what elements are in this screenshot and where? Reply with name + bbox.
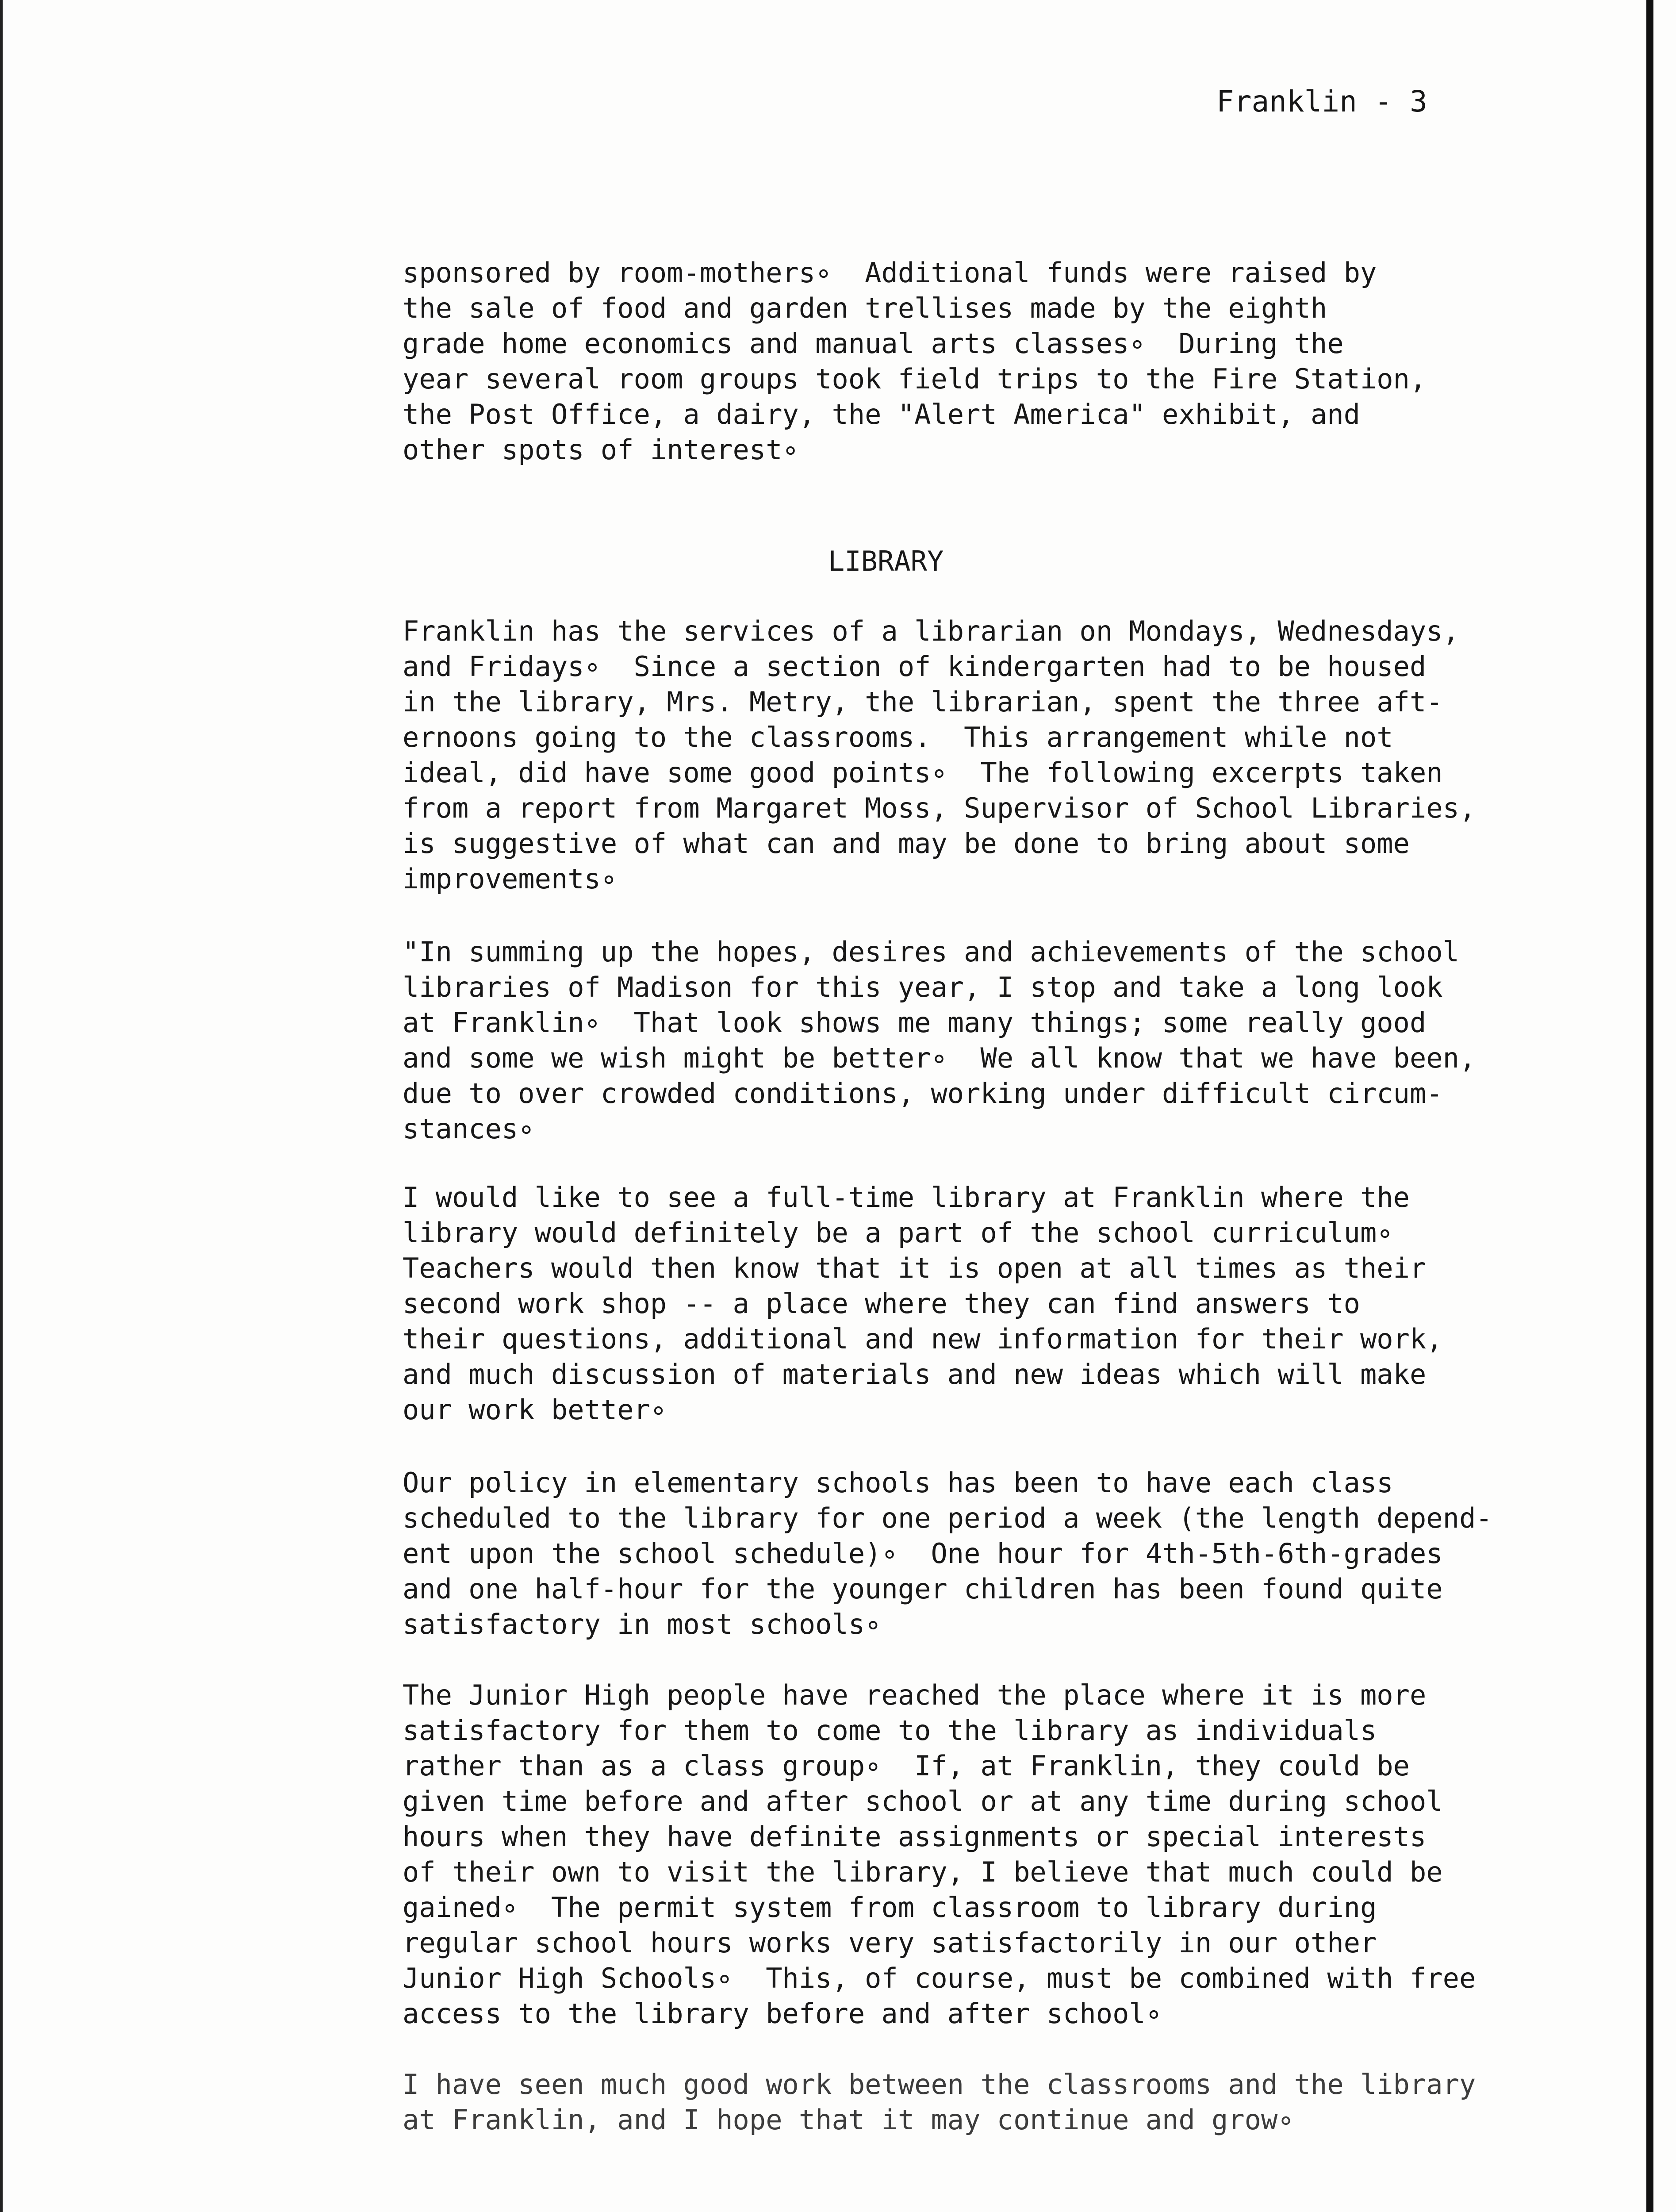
- text-line: The Junior High people have reached the place where it is more: [403, 1679, 1427, 1711]
- text-line: Teachers would then know that it is open at all times as their: [403, 1252, 1427, 1284]
- text-line: improvements∘: [403, 863, 617, 895]
- text-line: and much discussion of materials and new ideas which will make: [403, 1358, 1427, 1390]
- text-line: "In summing up the hopes, desires and achievements of the school: [403, 936, 1459, 968]
- text-line: and some we wish might be better∘ We all know that we have been,: [403, 1042, 1476, 1074]
- text-line: and one half-hour for the younger children has been found quite: [403, 1573, 1443, 1605]
- text-line: gained∘ The permit system from classroom to library during: [403, 1891, 1377, 1924]
- text-line: at Franklin, and I hope that it may continue and grow∘: [403, 2104, 1294, 2136]
- scan-edge-left: [0, 0, 3, 2212]
- text-line: library would definitely be a part of the school curriculum∘: [403, 1217, 1393, 1249]
- text-line: the Post Office, a dairy, the "Alert America" exhibit, and: [403, 398, 1360, 430]
- running-head: Franklin - 3: [1216, 84, 1427, 119]
- text-line: year several room groups took field trips to the Fire Station,: [403, 363, 1427, 395]
- text-line: second work shop -- a place where they can find answers to: [403, 1287, 1360, 1320]
- text-line: at Franklin∘ That look shows me many things; some really good: [403, 1006, 1427, 1039]
- text-line: rather than as a class group∘ If, at Franklin, they could be: [403, 1750, 1410, 1782]
- text-line: scheduled to the library for one period a week (the length depend-: [403, 1502, 1492, 1534]
- text-line: ernoons going to the classrooms. This arrangement while not: [403, 721, 1393, 753]
- text-line: access to the library before and after school∘: [403, 1997, 1162, 2030]
- text-line: I would like to see a full-time library at Franklin where the: [403, 1181, 1410, 1214]
- text-line: in the library, Mrs. Metry, the librarian, spent the three aft-: [403, 686, 1443, 718]
- text-line: libraries of Madison for this year, I stop and take a long look: [403, 971, 1443, 1003]
- text-line: the sale of food and garden trellises made by the eighth: [403, 292, 1327, 324]
- text-line: ideal, did have some good points∘ The following excerpts taken: [403, 757, 1443, 789]
- text-line: other spots of interest∘: [403, 434, 799, 466]
- text-line: given time before and after school or at any time during school: [403, 1785, 1443, 1817]
- text-line: stances∘: [403, 1113, 535, 1145]
- scan-edge-right: [1646, 0, 1653, 2212]
- text-line: regular school hours works very satisfactorily in our other: [403, 1927, 1377, 1959]
- text-line: Our policy in elementary schools has been to have each class: [403, 1467, 1393, 1499]
- text-line: Junior High Schools∘ This, of course, must be combined with free: [403, 1962, 1476, 1994]
- text-line: of their own to visit the library, I believe that much could be: [403, 1856, 1443, 1888]
- section-heading: LIBRARY: [828, 545, 944, 577]
- text-line: Franklin has the services of a librarian on Mondays, Wednesdays,: [403, 615, 1459, 647]
- text-line: ent upon the school schedule)∘ One hour for 4th-5th-6th-grades: [403, 1537, 1443, 1570]
- text-line: satisfactory in most schools∘: [403, 1608, 882, 1640]
- text-line: sponsored by room-mothers∘ Additional funds were raised by: [403, 257, 1377, 289]
- text-line: our work better∘: [403, 1394, 667, 1426]
- text-line: from a report from Margaret Moss, Supervisor of School Libraries,: [403, 792, 1476, 824]
- text-line: is suggestive of what can and may be done to bring about some: [403, 827, 1410, 860]
- text-line: I have seen much good work between the classrooms and the library: [403, 2068, 1476, 2101]
- text-line: satisfactory for them to come to the library as individuals: [403, 1714, 1377, 1747]
- text-line: grade home economics and manual arts classes∘ During the: [403, 327, 1344, 360]
- text-line: hours when they have definite assignments or special interests: [403, 1820, 1427, 1853]
- text-line: their questions, additional and new information for their work,: [403, 1323, 1443, 1355]
- text-line: due to over crowded conditions, working under difficult circum-: [403, 1077, 1443, 1110]
- text-line: and Fridays∘ Since a section of kindergarten had to be housed: [403, 650, 1427, 683]
